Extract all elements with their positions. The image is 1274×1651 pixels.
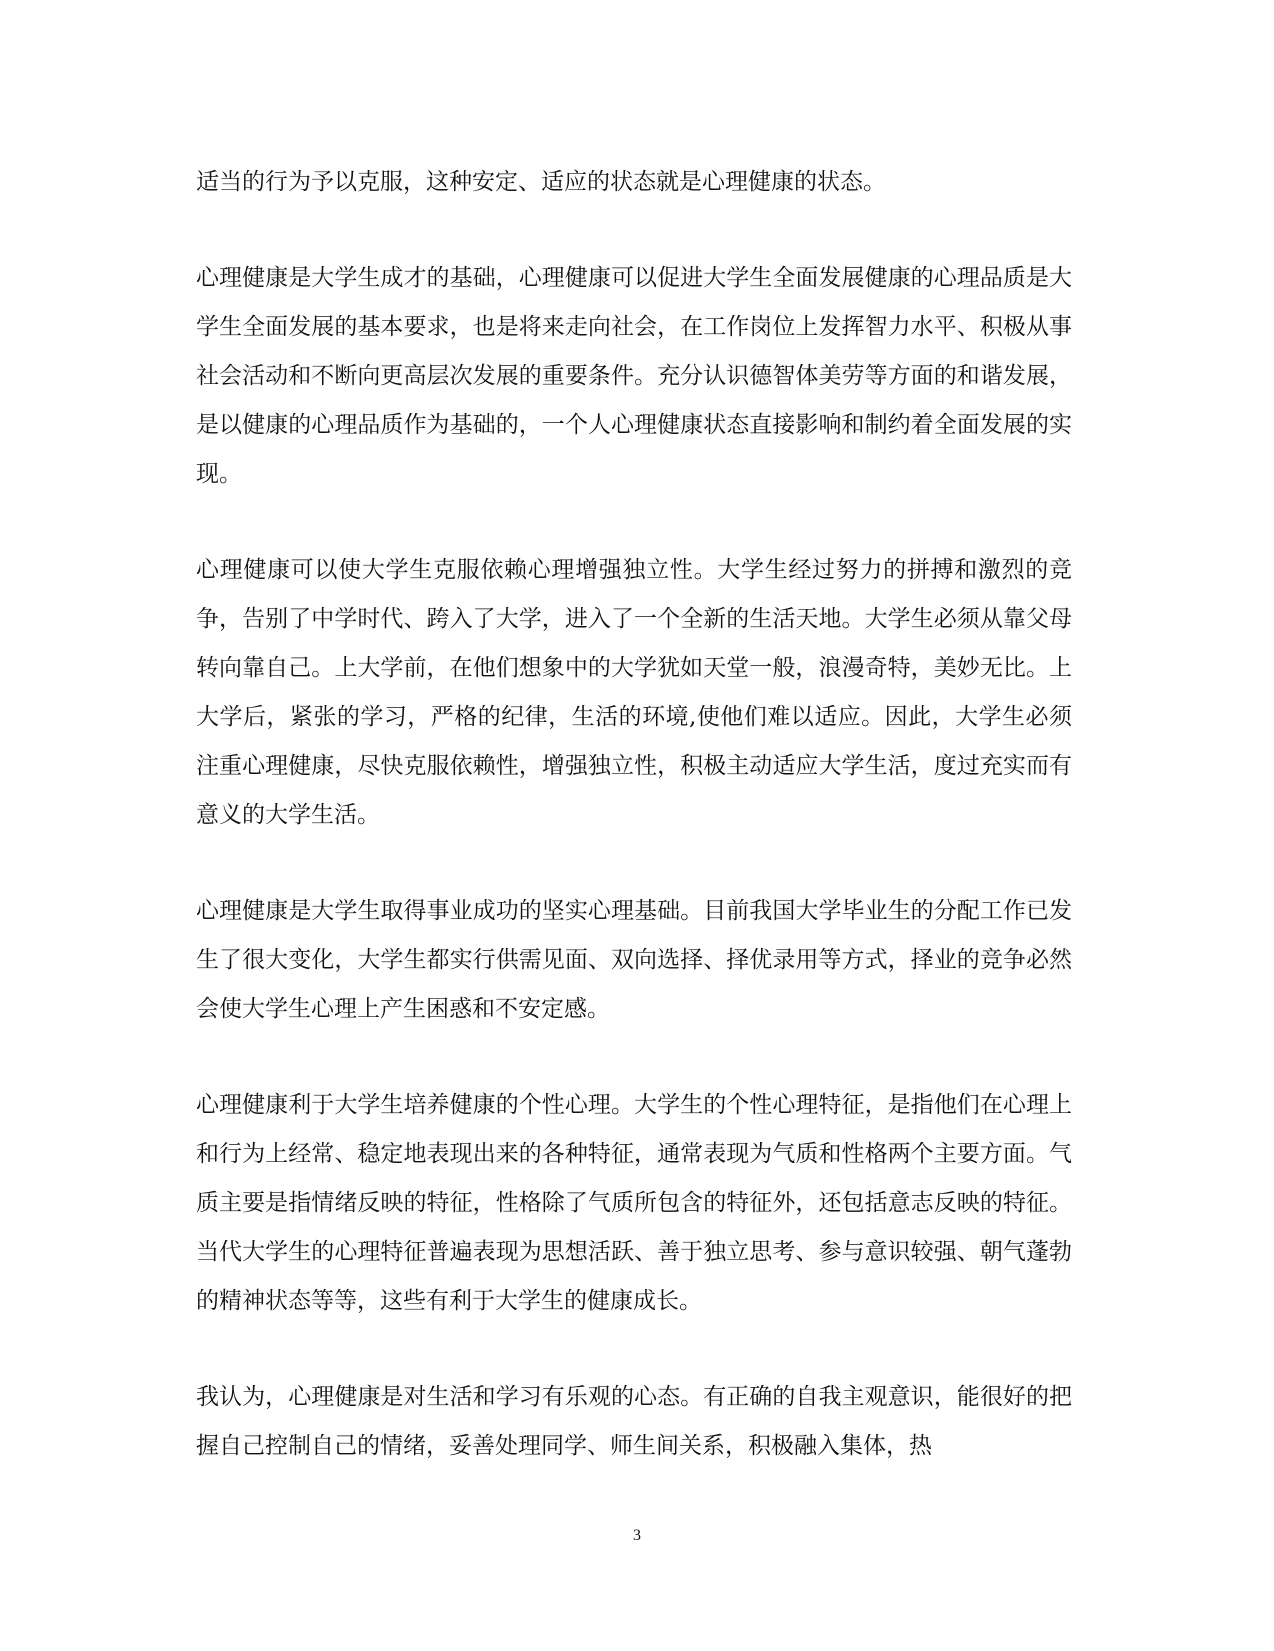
paragraph-2: 心理健康是大学生成才的基础，心理健康可以促进大学生全面发展健康的心理品质是大学生全面发展的基本要求，也是将来走向社会，在工作岗位上发挥智力水平、积极从事社会活动和不断向更高层次发展的重要条件。充分认识德智体美劳等方面的和谐发展，是以健康的心理品质作为基础的，一个人心理健康状态直接影响和制约着全面发展的实现。 xyxy=(196,265,1072,487)
paragraph-4: 心理健康是大学生取得事业成功的坚实心理基础。目前我国大学毕业生的分配工作已发生了很大变化，大学生都实行供需见面、双向选择、择优录用等方式，择业的竞争必然会使大学生心理上产生困惑和不安定感。 xyxy=(196,898,1072,1022)
paragraph-5: 心理健康利于大学生培养健康的个性心理。大学生的个性心理特征，是指他们在心理上和行为上经常、稳定地表现出来的各种特征，通常表现为气质和性格两个主要方面。气质主要是指情绪反映的特征，性格除了气质所包含的特征外，还包括意志反映的特征。当代大学生的心理特征普遍表现为思想活跃、善于独立思考、参与意识较强、朝气蓬勃的精神状态等等，这些有利于大学生的健康成长。 xyxy=(196,1092,1072,1314)
page-number: 3 xyxy=(633,1527,641,1544)
paragraph-6: 我认为，心理健康是对生活和学习有乐观的心态。有正确的自我主观意识，能很好的把握自己控制自己的情绪，妥善处理同学、师生间关系，积极融入集体，热 xyxy=(196,1384,1072,1459)
paragraph-3: 心理健康可以使大学生克服依赖心理增强独立性。大学生经过努力的拼搏和激烈的竞争，告别了中学时代、跨入了大学，进入了一个全新的生活天地。大学生必须从靠父母转向靠自己。上大学前，在他们想象中的大学犹如天堂一般，浪漫奇特，美妙无比。上大学后，紧张的学习，严格的纪律，生活的环境,使他们难以适应。因此，大学生必须注重心理健康，尽快克服依赖性，增强独立性，积极主动适应大学生活，度过充实而有意义的大学生活。 xyxy=(196,557,1072,828)
document-body xyxy=(196,158,1072,1518)
paragraph-1: 适当的行为予以克服，这种安定、适应的状态就是心理健康的状态。 xyxy=(196,169,886,195)
